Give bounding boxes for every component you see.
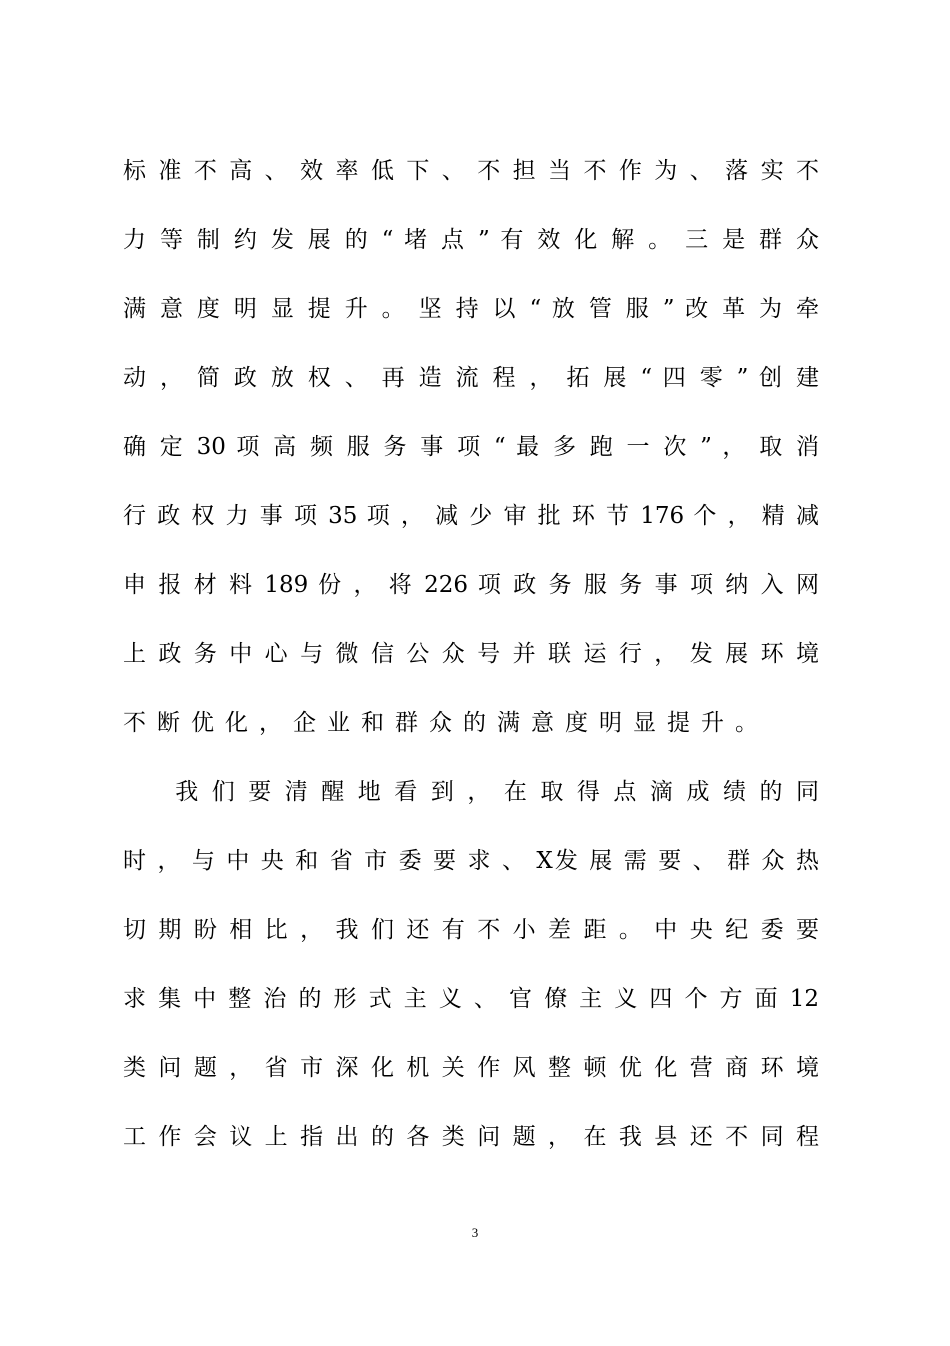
text-line: 上 政 务 中 心 与 微 信 公 众 号 并 联 运 行 ， 发 展 环 境 <box>123 641 819 667</box>
page-number: 3 <box>471 1225 479 1240</box>
text-line: 工 作 会 议 上 指 出 的 各 类 问 题 ， 在 我 县 还 不 同 程 <box>123 1124 819 1150</box>
text-line: 满 意 度 明 显 提 升 。 坚 持 以 “ 放 管 服 ” 改 革 为 牵 <box>123 296 819 322</box>
text-line: 时 ， 与 中 央 和 省 市 委 要 求 、 X发 展 需 要 、 群 众 热 <box>123 848 819 874</box>
text-line: 动 ， 简 政 放 权 、 再 造 流 程 ， 拓 展 “ 四 零 ” 创 建 <box>123 365 819 391</box>
text-line: 申 报 材 料 189 份 ， 将 226 项 政 务 服 务 事 项 纳 入 网 <box>123 572 819 598</box>
text-line-paragraph-start: 我 们 要 清 醒 地 看 到 ， 在 取 得 点 滴 成 绩 的 同 <box>123 779 819 805</box>
text-line: 求 集 中 整 治 的 形 式 主 义 、 官 僚 主 义 四 个 方 面 12 <box>123 986 819 1012</box>
text-line: 力 等 制 约 发 展 的 “ 堵 点 ” 有 效 化 解 。 三 是 群 众 <box>123 227 819 253</box>
text-line: 类 问 题 ， 省 市 深 化 机 关 作 风 整 顿 优 化 营 商 环 境 <box>123 1055 819 1081</box>
text-line: 标 准 不 高 、 效 率 低 下 、 不 担 当 不 作 为 、 落 实 不 <box>123 158 819 184</box>
text-line: 确 定 30 项 高 频 服 务 事 项 “ 最 多 跑 一 次 ” ， 取 消 <box>123 434 819 460</box>
text-line: 切 期 盼 相 比 ， 我 们 还 有 不 小 差 距 。 中 央 纪 委 要 <box>123 917 819 943</box>
text-line: 行 政 权 力 事 项 35 项 ， 减 少 审 批 环 节 176 个 ， 精 减 <box>123 503 819 529</box>
text-line-paragraph-end: 不断优化，企业和群众的满意度明显提升。 <box>123 710 769 736</box>
body-text <box>123 137 819 1172</box>
